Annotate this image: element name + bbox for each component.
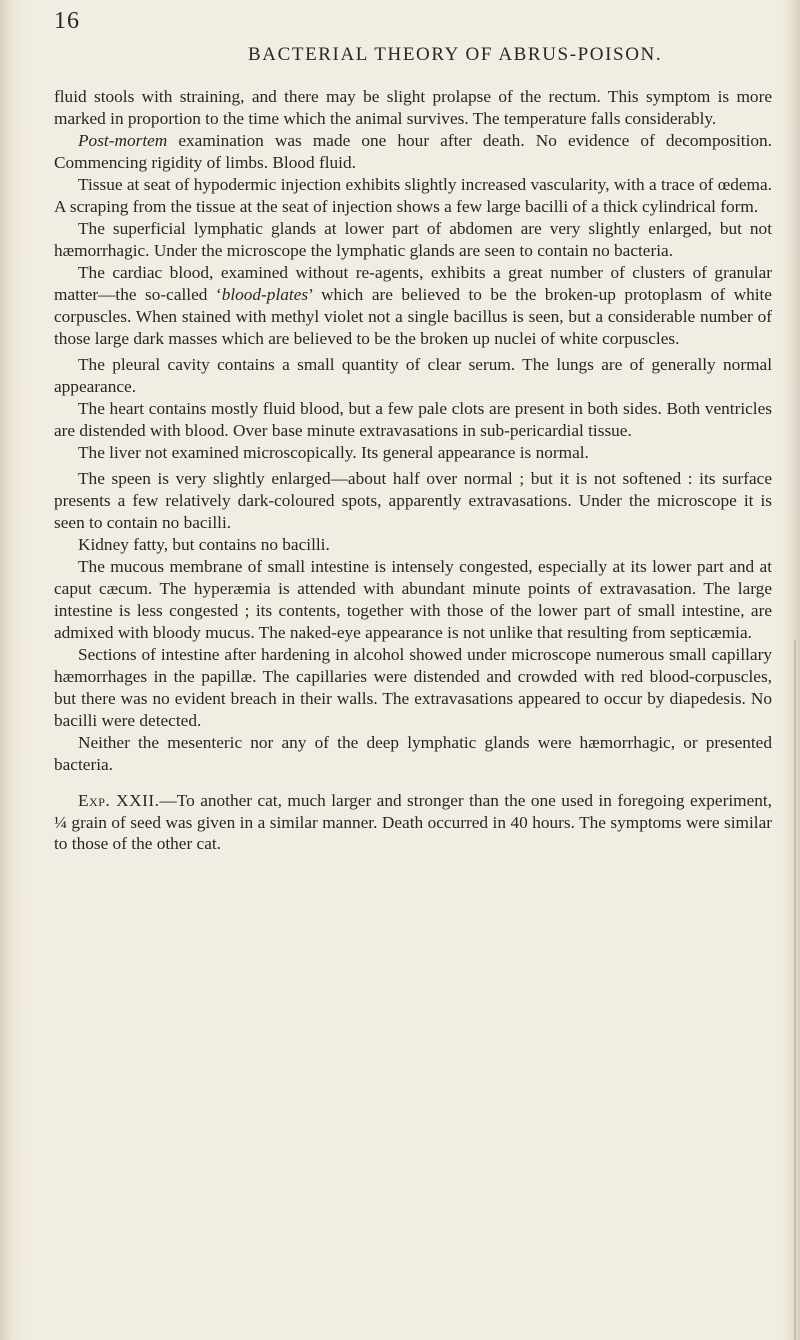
paragraph-2 [54, 130, 772, 174]
paragraph-6: The pleural cavity contains a small quantity of clear serum. The lungs are of generally normal appearance. [54, 354, 772, 396]
paragraph-5-after: ’ which are believed to be the broken-up protoplasm of white corpuscles. When stained with methyl violet not a single bacillus is seen, but a considerable number of those large dark masses which are believed to be the broken up nuclei of white corpuscles. [54, 285, 772, 348]
paragraph-14-text: —To another cat, much larger and stronger than the one used in foregoing experiment, ¼ grain of seed was given in a similar manner. Death occurred in 40 hours. The symptoms were similar to those of the other cat. [54, 790, 773, 854]
page-number: 16 [54, 8, 80, 34]
paragraph-2-text: examination was made one hour after death. No evidence of decomposition. Commencing rigidity of limbs. Blood fluid. [54, 131, 772, 172]
paragraph-5 [54, 262, 772, 350]
paragraph-12: Sections of intestine after hardening in alcohol showed under microscope numerous small capillary hæmorrhages in the papillæ. The capillaries were distended and crowded with red blood-corpuscles, but there was no evident breach in their walls. The extravasations appeared to occur by diapedesis. No bacilli were detected. [54, 644, 772, 730]
paragraph-3: Tissue at seat of hypodermic injection exhibits slightly increased vascularity, with a trace of œdema. A scraping from the tissue at the seat of injection shows a few large bacilli of a thick cylindrical form. [54, 175, 772, 217]
paragraph-8: The liver not examined microscopically. Its general appearance is normal. [78, 443, 589, 462]
post-mortem-italic: Post-mortem [78, 131, 168, 151]
experiment-label: Exp. XXII. [78, 790, 160, 810]
paragraph-14 [54, 790, 772, 856]
paragraph-11: The mucous membrane of small intestine is intensely congested, especially at its lower part and at caput cæcum. The hyperæmia is attended with abundant minute points of extravasation. The large intestine is less congested ; its contents, together with those of the lower part of small intestine, are admixed with bloody mucus. The naked-eye appearance is not unlike that resulting from septicæmia. [54, 557, 772, 642]
paragraph-9: The speen is very slightly enlarged—about half over normal ; but it is not softened : its surface presents a few relatively dark-coloured spots, apparently extravasations. Under the microscope it is seen to contain no bacilli. [54, 468, 772, 532]
paragraph-10: Kidney fatty, but contains no bacilli. [78, 534, 330, 554]
body-text [54, 86, 772, 856]
page-edge-line [794, 640, 796, 1340]
page-gutter-left [0, 0, 30, 1340]
paragraph-7: The heart contains mostly fluid blood, but a few pale clots are present in both sides. Both ventricles are distended with blood. Over base minute extravasations in sub-pericardial tissue. [54, 398, 772, 440]
paragraph-1: fluid stools with straining, and there may be slight prolapse of the rectum. This symptom is more marked in proportion to the time which the animal survives. The temperature falls considerably. [54, 87, 772, 128]
page-gutter-right [782, 0, 800, 1340]
paragraph-5-before: The cardiac blood, examined without re-agents, exhibits a great number of clusters of granular matter—the so-called ‘ [54, 263, 772, 305]
running-head: BACTERIAL THEORY OF ABRUS-POISON. [248, 44, 663, 65]
paragraph-4: The superficial lymphatic glands at lower part of abdomen are very slightly enlarged, but not hæmorrhagic. Under the microscope the lymphatic glands are seen to contain no bacteria. [54, 219, 772, 261]
paragraph-13: Neither the mesenteric nor any of the deep lymphatic glands were hæmorrhagic, or presented bacteria. [54, 732, 772, 774]
blood-plates-italic: blood-plates [221, 285, 309, 305]
